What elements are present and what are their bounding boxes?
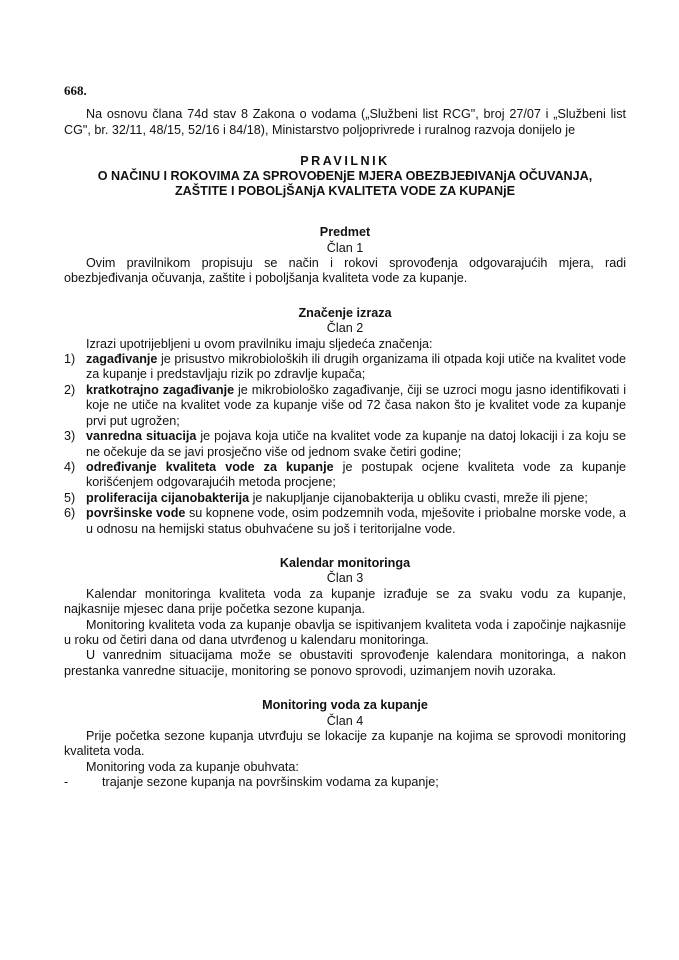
monitoring-scope-list bbox=[64, 775, 626, 790]
section-heading-kalendar-monitoringa: Kalendar monitoringa bbox=[279, 555, 411, 570]
defined-term: proliferacija cijanobakterija bbox=[86, 490, 250, 505]
section-heading-znacenje-izraza: Značenje izraza bbox=[298, 305, 392, 320]
definitions-list bbox=[64, 352, 626, 537]
article-3-paragraph-2: Monitoring kvaliteta voda za kupanje obavlja se ispitivanjem kvaliteta voda i započinje najkasnije u roku od četiri dana od dana utvrđenog u kalendaru monitoringa. bbox=[64, 617, 626, 647]
article-3-paragraph-3: U vanrednim situacijama može se obustaviti sprovođenje kalendara monitoringa, a nakon prestanka vanredne situacije, monitoring se ponovo sprovodi, uzimanjem novih uzoraka. bbox=[64, 648, 626, 678]
list-item: 4) određivanje kvaliteta vode za kupanje je postupak ocjene kvaliteta vode za kupanje korišćenjem odgovarajućih metoda procjene; bbox=[64, 459, 626, 490]
article-4-paragraph-2: Monitoring voda za kupanje obuhvata: bbox=[86, 759, 299, 774]
article-2-intro: Izrazi upotrijebljeni u ovom pravilniku imaju sljedeća značenja: bbox=[86, 336, 433, 351]
article-3-paragraph-1: Kalendar monitoringa kvaliteta voda za kupanje izrađuje se za svaku vodu za kupanje, najkasnije mjesec dana prije početka sezone kupanja. bbox=[64, 586, 626, 617]
section-heading-monitoring-voda: Monitoring voda za kupanje bbox=[262, 698, 428, 713]
document-body bbox=[64, 83, 626, 791]
list-item: 2) kratkotrajno zagađivanje je mikrobiološko zagađivanje, čiji se uzroci mogu jasno identifikovati i koje ne utiče na kvalitet vode za kupanje više od 72 časa nakon što je kvalitet vode za kupanje prvi put ugrožen; bbox=[64, 382, 626, 428]
list-item: 3) vanredna situacija je pojava koja utiče na kvalitet vode za kupanje na datoj lokaciji i za koju se ne očekuje da se javi prosječno više od jednom svake četiri godine; bbox=[64, 429, 626, 459]
defined-term: kratkotrajno zagađivanje bbox=[86, 382, 235, 397]
list-item: 6) površinske vode su kopnene vode, osim podzemnih voda, mješovite i priobalne morske vode, a u odnosu na hemijski status obuhvaćene su još i teritorijalne vode. bbox=[64, 506, 626, 536]
defined-term: površinske vode bbox=[86, 506, 186, 521]
defined-term: vanredna situacija bbox=[86, 429, 197, 444]
list-item: - trajanje sezone kupanja na površinskim vodama za kupanje; bbox=[64, 775, 439, 790]
defined-term: zagađivanje bbox=[86, 352, 158, 367]
article-number-4: Član 4 bbox=[326, 713, 364, 728]
title-line-3: ZAŠTITE I POBOLjŠANjA KVALITETA VODE ZA KUPANjE bbox=[174, 184, 516, 199]
document-number: 668. bbox=[64, 83, 87, 98]
document-title bbox=[64, 154, 626, 199]
article-4-paragraph-1: Prije početka sezone kupanja utvrđuju se lokacije za kupanje na kojima se sprovodi monitoring kvaliteta voda. bbox=[64, 729, 626, 759]
article-number-2: Član 2 bbox=[326, 321, 364, 336]
article-1-paragraph: Ovim pravilnikom propisuju se način i rokovi sprovođenja odgovarajućih mjera, radi obezbjeđivanja očuvanja, zaštite i poboljšanja kvaliteta vode za kupanje. bbox=[64, 256, 626, 286]
article-number-1: Član 1 bbox=[326, 240, 364, 255]
defined-term: određivanje kvaliteta vode za kupanje bbox=[86, 459, 334, 474]
list-item: 5) proliferacija cijanobakterija je nakupljanje cijanobakterija u obliku cvasti, mreže ili pjene; bbox=[64, 490, 588, 505]
title-line-1: PRAVILNIK bbox=[300, 154, 390, 169]
article-number-3: Član 3 bbox=[326, 571, 364, 586]
section-heading-predmet: Predmet bbox=[319, 225, 371, 240]
list-item: 1) zagađivanje je prisustvo mikrobioloških ili drugih organizama ili otpada koji utiče na kvalitet vode za kupanje i predstavljaju rizik po zdravlje kupača; bbox=[64, 352, 626, 382]
title-line-2: O NAČINU I ROKOVIMA ZA SPROVOĐENjE MJERA OBEZBJEĐIVANjA OČUVANJA, bbox=[97, 169, 593, 184]
intro-paragraph: Na osnovu člana 74d stav 8 Zakona o vodama („Službeni list RCG", broj 27/07 i „Službeni list CG", br. 32/11, 48/15, 52/16 i 84/18), Ministarstvo poljoprivrede i ruralnog razvoja donijelo je bbox=[64, 107, 626, 137]
